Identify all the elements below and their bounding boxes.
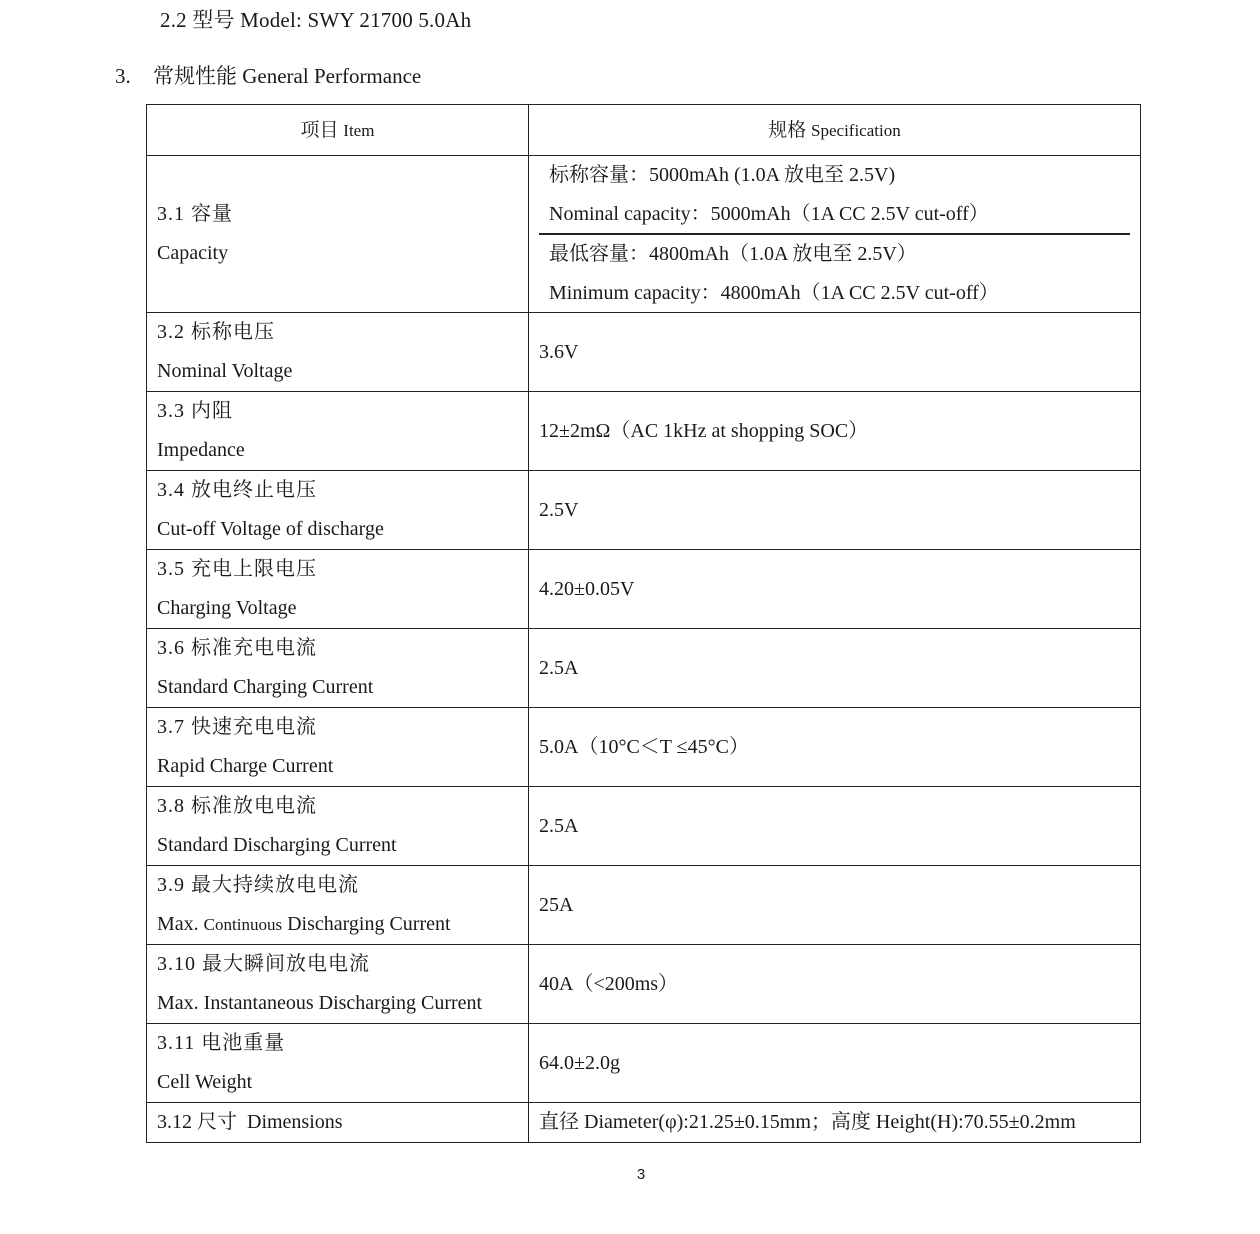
spec-cell: 4.20±0.05V: [529, 550, 1141, 629]
item-cn: 3.5 充电上限电压: [157, 558, 317, 580]
nominal-capacity-block: [539, 156, 1130, 233]
nominal-capacity-en: Nominal capacity：5000mAh（1A CC 2.5V cut-off）: [549, 202, 989, 225]
item-cell: [147, 629, 529, 708]
table-row: [147, 708, 1141, 787]
item-cn: 3.10 最大瞬间放电电流: [157, 953, 370, 975]
table-row: [147, 313, 1141, 392]
item-en: Cell Weight: [157, 1071, 253, 1093]
table-row: [147, 787, 1141, 866]
table-row-dimensions: [147, 1103, 1141, 1143]
item-en: [157, 905, 518, 944]
table-row: [147, 471, 1141, 550]
item-en: Impedance: [157, 439, 245, 461]
spec-cell: 5.0A（10°C＜T ≤45°C）: [529, 708, 1141, 787]
item-cell: [147, 787, 529, 866]
spec-cell: 3.6V: [529, 313, 1141, 392]
item-cn: 3.3 内阻: [157, 400, 233, 422]
header-item: [147, 105, 529, 156]
spec-cell: 40A（<200ms）: [529, 945, 1141, 1024]
dimensions-item: 3.12 尺寸 Dimensions: [147, 1103, 529, 1143]
item-en: Nominal Voltage: [157, 360, 293, 382]
item-cn: 3.9 最大持续放电电流: [157, 874, 359, 896]
spec-cell: 12±2mΩ（AC 1kHz at shopping SOC）: [529, 392, 1141, 471]
item-en-continuous: Continuous: [203, 915, 283, 934]
table-row: [147, 945, 1141, 1024]
item-en: Standard Discharging Current: [157, 834, 397, 856]
item-cell: [147, 392, 529, 471]
spec-cell: 2.5A: [529, 787, 1141, 866]
item-cell: [147, 550, 529, 629]
section-heading: [115, 60, 421, 90]
header-spec-en: Specification: [811, 120, 901, 140]
table-row-capacity: [147, 156, 1141, 313]
dimensions-spec: 直径 Diameter(φ):21.25±0.15mm；高度 Height(H):70.55±0.2mm: [529, 1103, 1141, 1143]
model-line: 2.2 型号 Model: SWY 21700 5.0Ah: [160, 8, 472, 32]
item-cell: [147, 945, 529, 1024]
item-cn: 3.11 电池重量: [157, 1032, 286, 1054]
item-en: Standard Charging Current: [157, 676, 374, 698]
general-performance-table: [146, 104, 1141, 1143]
item-en: Rapid Charge Current: [157, 755, 334, 777]
page-number: 3: [636, 1166, 646, 1183]
table-row: [147, 629, 1141, 708]
item-en-prefix: Max.: [157, 913, 199, 935]
item-cn: 3.2 标称电压: [157, 321, 275, 343]
minimum-capacity-en: Minimum capacity：4800mAh（1A CC 2.5V cut-off）: [549, 281, 999, 304]
header-spec-cn: 规格: [768, 119, 807, 141]
item-cn: 3.4 放电终止电压: [157, 479, 317, 501]
minimum-capacity-cn: 最低容量：4800mAh（1.0A 放电至 2.5V）: [549, 242, 917, 265]
item-cell: [147, 708, 529, 787]
header-item-en: Item: [343, 120, 375, 140]
spec-cell: 2.5A: [529, 629, 1141, 708]
spec-cell: 25A: [529, 866, 1141, 945]
item-cell: [147, 471, 529, 550]
section-number: 3.: [115, 64, 131, 88]
item-cell: [147, 866, 529, 945]
item-en: Max. Instantaneous Discharging Current: [157, 992, 483, 1014]
capacity-spec: [529, 156, 1141, 313]
table-header-row: [147, 105, 1141, 156]
header-item-cn: 项目: [300, 119, 339, 141]
item-cn: 3.8 标准放电电流: [157, 795, 317, 817]
capacity-item-en: Capacity: [157, 242, 229, 264]
item-cn: 3.7 快速充电电流: [157, 716, 317, 738]
item-en: Charging Voltage: [157, 597, 297, 619]
item-cell: [147, 313, 529, 392]
capacity-item: [147, 156, 529, 313]
nominal-capacity-cn: 标称容量：5000mAh (1.0A 放电至 2.5V): [549, 163, 896, 186]
minimum-capacity-block: [539, 233, 1130, 312]
spec-cell: 64.0±2.0g: [529, 1024, 1141, 1103]
table-row: [147, 392, 1141, 471]
table-row: [147, 866, 1141, 945]
item-en-suffix: Discharging Current: [287, 913, 451, 935]
item-en: Cut-off Voltage of discharge: [157, 518, 384, 540]
spec-cell: 2.5V: [529, 471, 1141, 550]
item-cn: 3.6 标准充电电流: [157, 637, 317, 659]
table-row: [147, 550, 1141, 629]
capacity-item-cn: 3.1 容量: [157, 203, 233, 225]
item-cell: [147, 1024, 529, 1103]
section-title: 常规性能 General Performance: [153, 64, 422, 88]
table-row: [147, 1024, 1141, 1103]
header-spec: [529, 105, 1141, 156]
